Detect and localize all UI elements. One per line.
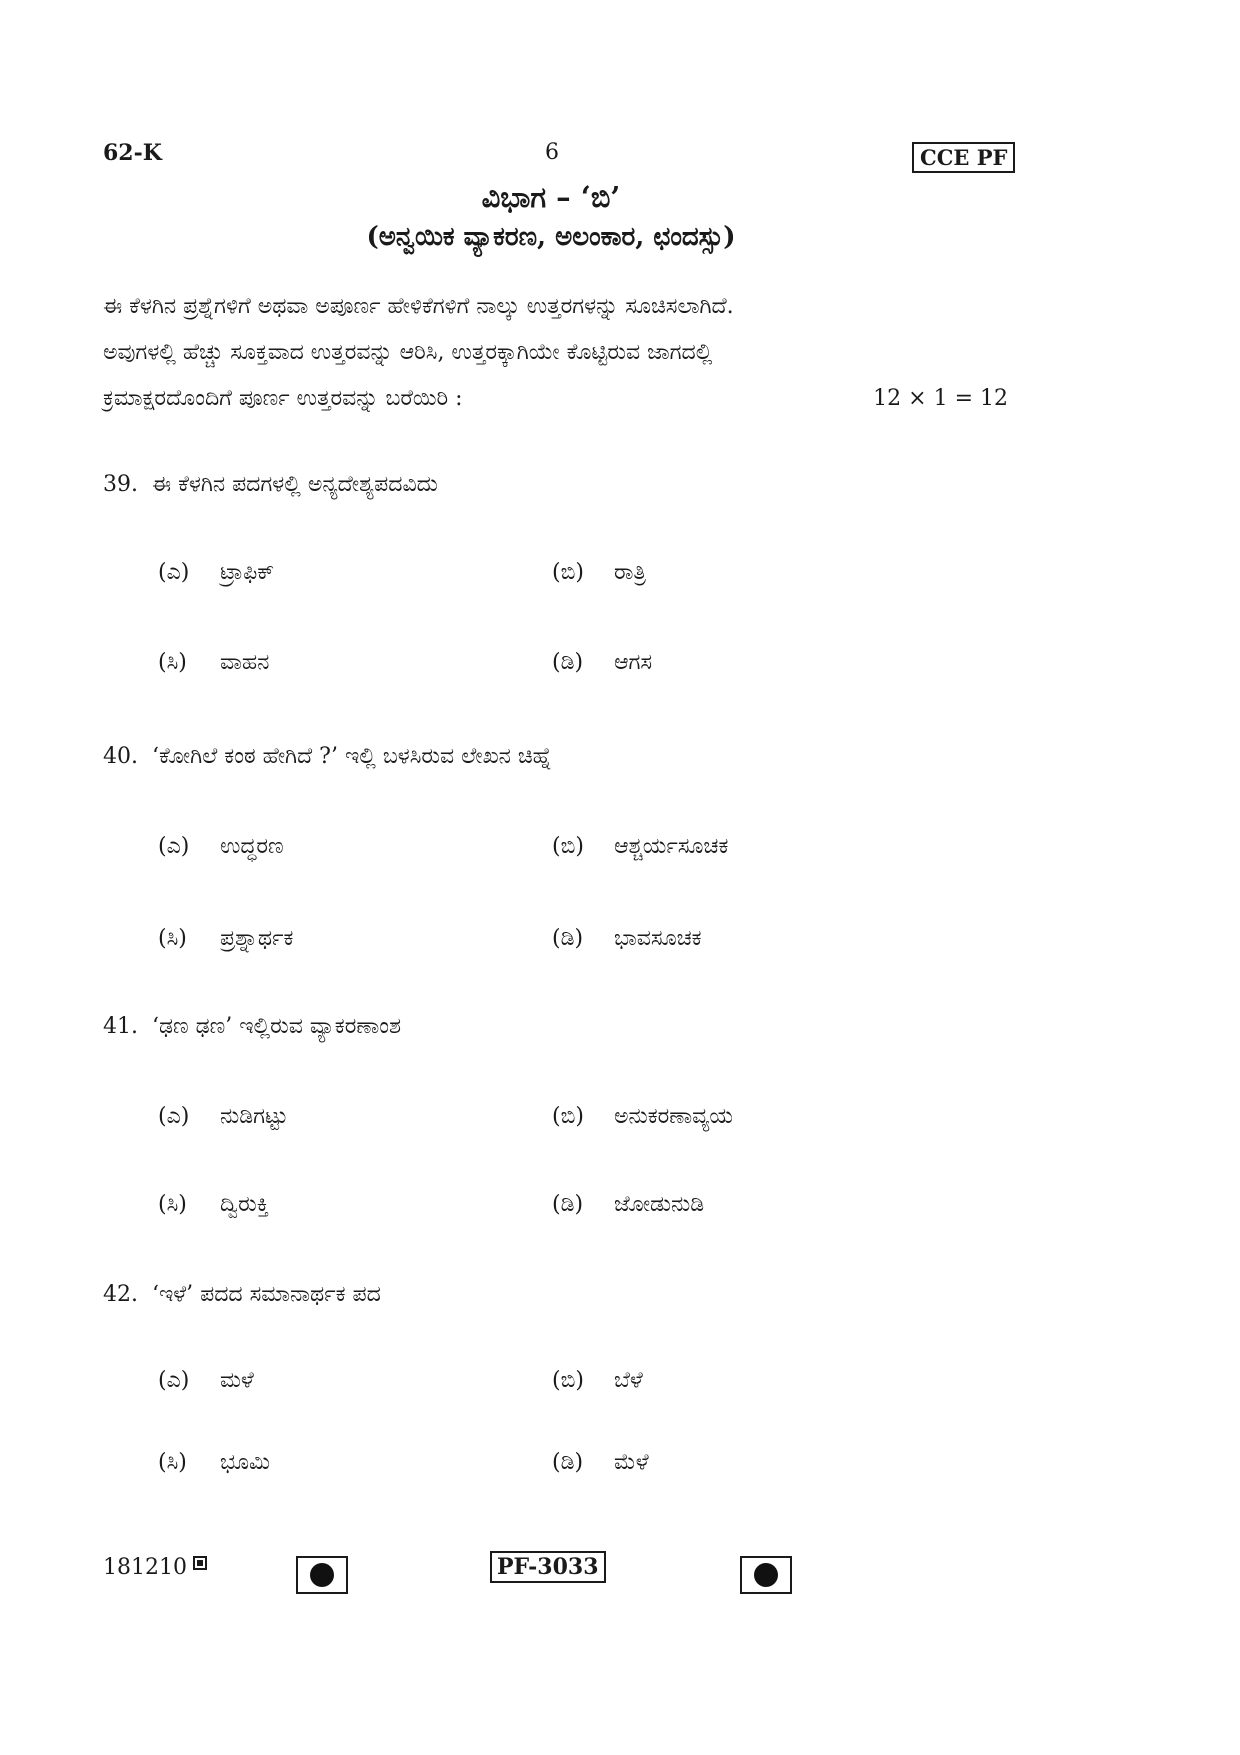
- instruction-line-1: ಈ ಕೆಳಗಿನ ಪ್ರಶ್ನೆಗಳಿಗೆ ಅಥವಾ ಅಪೂರ್ಣ ಹೇಳಿಕೆಗಳಿಗೆ ನಾಲ್ಕು ಉತ್ತರಗಳನ್ನು ಸೂಚಿಸಲಾಗಿದೆ.: [103, 294, 734, 319]
- section-title: ವಿಭಾಗ – ‘ಬಿ’: [481, 180, 621, 214]
- instruction-line-3: [103, 376, 1008, 422]
- question-number: 40.: [103, 744, 138, 769]
- registration-dot: [754, 1563, 778, 1587]
- option-label: (ಎ): [158, 560, 190, 585]
- option-a: [158, 1104, 288, 1129]
- option-c: [158, 1192, 269, 1217]
- option-b: [552, 1368, 643, 1393]
- question-text: ಈ ಕೆಳಗಿನ ಪದಗಳಲ್ಲಿ ಅನ್ಯದೇಶ್ಯಪದವಿದು: [152, 472, 438, 497]
- option-text: ಅನುಕರಣಾವ್ಯಯ: [614, 1104, 733, 1129]
- option-label: (ಸಿ): [158, 1192, 187, 1217]
- option-label: (ಸಿ): [158, 1450, 187, 1475]
- question-39: [103, 472, 438, 497]
- option-text: ಭೂಮಿ: [220, 1450, 271, 1475]
- option-label: (ಸಿ): [158, 650, 187, 675]
- instruction-line-3-text: ಕ್ರಮಾಕ್ಷರದೊಂದಿಗೆ ಪೂರ್ಣ ಉತ್ತರವನ್ನು ಬರೆಯಿರಿ :: [103, 386, 463, 411]
- option-text: ಮೆಳೆ: [614, 1450, 649, 1475]
- instruction-line-2: ಅವುಗಳಲ್ಲಿ ಹೆಚ್ಚು ಸೂಕ್ತವಾದ ಉತ್ತರವನ್ನು ಆರಿಸಿ, ಉತ್ತರಕ್ಕಾಗಿಯೇ ಕೊಟ್ಟಿರುವ ಜಾಗದಲ್ಲಿ: [103, 340, 713, 365]
- option-c: [158, 1450, 270, 1475]
- option-label: (ಡಿ): [552, 1450, 584, 1475]
- series-tag: CCE PF: [912, 142, 1015, 173]
- option-label: (ಸಿ): [158, 926, 187, 951]
- footer-serial: [103, 1555, 207, 1580]
- option-text: ಮಳೆ: [220, 1368, 254, 1393]
- option-label: (ಎ): [158, 1368, 190, 1393]
- option-text: ರಾತ್ರಿ: [614, 560, 646, 585]
- option-d: [552, 1192, 704, 1217]
- question-number: 39.: [103, 472, 138, 497]
- option-label: (ಡಿ): [552, 650, 584, 675]
- option-c: [158, 926, 293, 951]
- option-b: [552, 1104, 733, 1129]
- instructions: [103, 284, 1008, 422]
- option-text: ಭಾವಸೂಚಕ: [614, 926, 702, 951]
- option-b: [552, 834, 728, 859]
- option-text: ಆಗಸ: [614, 650, 653, 675]
- option-label: (ಬಿ): [552, 1368, 584, 1393]
- option-text: ಬೆಳೆ: [614, 1368, 643, 1393]
- registration-mark-icon: [740, 1556, 792, 1594]
- small-square-marker-icon: [193, 1556, 207, 1570]
- option-a: [158, 1368, 254, 1393]
- question-number: 42.: [103, 1282, 138, 1307]
- question-40: [103, 744, 552, 769]
- serial-number: 181210: [103, 1555, 187, 1580]
- option-label: (ಡಿ): [552, 926, 584, 951]
- paper-code: 62-K: [103, 140, 162, 166]
- option-d: [552, 926, 702, 951]
- option-label: (ಎ): [158, 834, 190, 859]
- option-label: (ಡಿ): [552, 1192, 584, 1217]
- option-text: ಆಶ್ಚರ್ಯಸೂಚಕ: [614, 834, 729, 859]
- option-label: (ಬಿ): [552, 1104, 584, 1129]
- pf-code-box: PF-3033: [490, 1551, 606, 1583]
- option-a: [158, 834, 284, 859]
- option-text: ಪ್ರಶ್ನಾರ್ಥಕ: [220, 926, 294, 951]
- option-text: ಜೋಡುನುಡಿ: [614, 1192, 705, 1217]
- option-text: ವಾಹನ: [220, 650, 270, 675]
- option-text: ನುಡಿಗಟ್ಟು: [220, 1104, 288, 1129]
- question-text: ‘ಕೋಗಿಲೆ ಕಂಠ ಹೇಗಿದೆ ?’ ಇಲ್ಲಿ ಬಳಸಿರುವ ಲೇಖನ ಚಿಹ್ನೆ: [152, 744, 552, 769]
- marks-scheme: 12 × 1 = 12: [873, 386, 1008, 411]
- option-text: ಟ್ರಾಫಿಕ್: [220, 560, 275, 585]
- registration-dot: [310, 1563, 334, 1587]
- question-41: [103, 1014, 401, 1039]
- page-number: 6: [545, 140, 559, 165]
- option-text: ದ್ವಿರುಕ್ತಿ: [220, 1192, 269, 1217]
- question-42: [103, 1282, 381, 1307]
- question-text: ‘ಇಳೆ’ ಪದದ ಸಮಾನಾರ್ಥಕ ಪದ: [152, 1282, 381, 1307]
- question-text: ‘ಢಣ ಢಣ’ ಇಲ್ಲಿರುವ ವ್ಯಾಕರಣಾಂಶ: [152, 1014, 402, 1039]
- option-a: [158, 560, 274, 585]
- question-number: 41.: [103, 1014, 138, 1039]
- option-d: [552, 1450, 649, 1475]
- option-d: [552, 650, 652, 675]
- option-label: (ಬಿ): [552, 834, 584, 859]
- option-label: (ಎ): [158, 1104, 190, 1129]
- option-b: [552, 560, 646, 585]
- option-text: ಉದ್ಧರಣ: [220, 834, 284, 859]
- registration-mark-icon: [296, 1556, 348, 1594]
- option-c: [158, 650, 269, 675]
- section-subtitle: (ಅನ್ವಯಿಕ ವ್ಯಾಕರಣ, ಅಲಂಕಾರ, ಛಂದಸ್ಸು): [366, 222, 736, 252]
- option-label: (ಬಿ): [552, 560, 584, 585]
